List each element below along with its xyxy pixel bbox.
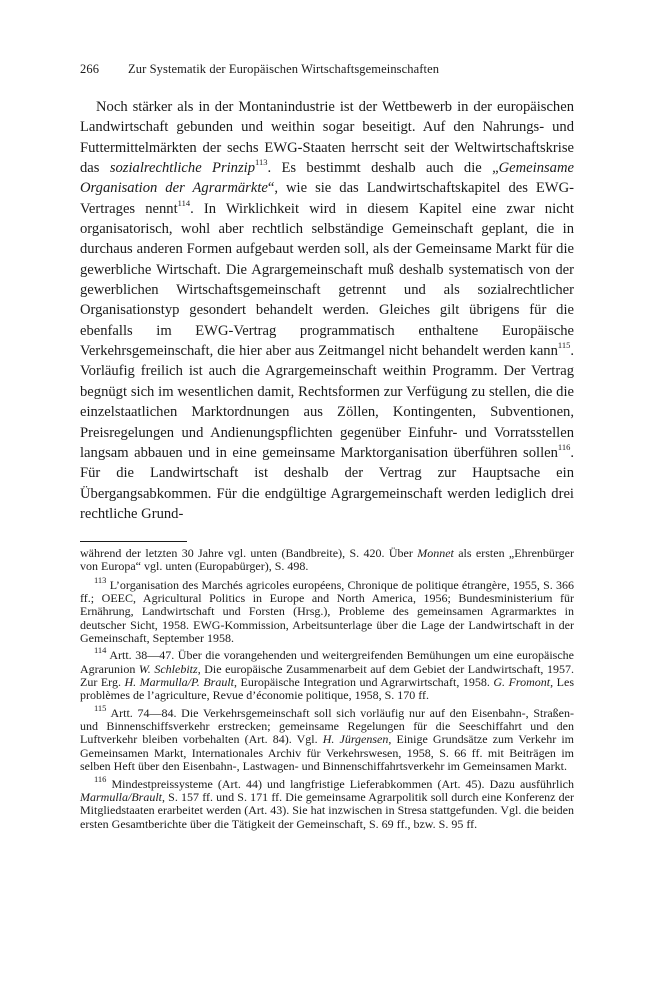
footnote-ref-116[interactable]: 116 bbox=[557, 441, 571, 452]
text-run: , Die europäische Zusammenarbeit auf dem Gebiet der Landwirtschaft, 1957. Zur Erg. bbox=[80, 661, 574, 690]
text-run: , Einige Grundsätze zum Verkehr im Gemeinsamen Markt, Internationales Archiv für Verkehrswesen, 1958, S. 66 ff. mit Beiträgen im selben Heft über den Eisenbahn-, Lastwagen- und Binnenschiffahrtsverkehr im Gemeinsamen Markt. bbox=[80, 732, 574, 774]
running-title: Zur Systematik der Europäischen Wirtschaftsgemeinschaften bbox=[128, 62, 440, 76]
italic-term: sozialrechtliche Prinzip bbox=[109, 160, 256, 177]
footnotes bbox=[80, 547, 574, 835]
italic-name: H. Marmulla/P. Brault bbox=[124, 675, 234, 690]
italic-term: Gemeinsame Organisation der Agrarmärkte bbox=[80, 160, 574, 197]
text-run: Artt. 74—84. Die Verkehrsgemeinschaft soll sich vorläufig nur auf den Eisenbahn-, Straßen- und Binnenschiffsverkehr erstrecken; gemeinsame Regelungen für die Seeschiffahrt und den Luftverkehr bleiben vorbehalten (Art. 84). Vgl. bbox=[80, 705, 574, 747]
body-paragraph bbox=[80, 97, 574, 524]
footnote-number: 113 bbox=[94, 574, 107, 585]
footnote-113 bbox=[80, 574, 574, 646]
text-run: . In Wirklichkeit wird in diesem Kapitel eine zwar nicht organisatorisch, wohl aber rechtlich selbständige Gemeinschaft geplant, die in durchaus anderen Formen aufgebaut werden soll, als der Gemeinsame Markt für die gewerbliche Wirtschaft. Die Agrargemeinschaft muß deshalb systematisch von der gewerblichen Wirtschaftsgemeinschaft getrennt und als sozialrechtlicher Organisationstyp gesondert behandelt werden. Gleiches gilt übrigens für die ebenfalls im EWG-Vertrag programmatisch enthaltene Europäische Verkehrsgemeinschaft, die hier aber aus Zeitmangel nicht behandelt werden kann bbox=[80, 200, 574, 360]
footnote-ref-114[interactable]: 114 bbox=[177, 197, 191, 208]
text-run: Mindestpreissysteme (Art. 44) und langfristige Lieferabkommen (Art. 45). Dazu ausführlich bbox=[106, 776, 574, 791]
running-header bbox=[80, 62, 574, 77]
text-run: . Es bestimmt deshalb auch die „ bbox=[267, 160, 499, 177]
italic-name: W. Schlebitz bbox=[138, 661, 198, 676]
italic-name: Marmulla/Brault bbox=[80, 789, 163, 804]
footnote-number: 116 bbox=[94, 773, 107, 784]
text-run: als ersten „Ehrenbürger von Europa“ vgl. unten (Europabürger), S. 498. bbox=[80, 546, 575, 574]
text-run: , S. 157 ff. und S. 171 ff. Die gemeinsame Agrarpolitik soll durch eine Konferenz der Mitgliedstaaten erarbeitet werden (Art. 43). Sie hat inzwischen in Stresa stattgefunden. Vgl. die beiden ersten Gesamtberichte über die Tätigkeit der Gemeinschaft, S. 69 ff., bzw. S. 95 ff. bbox=[80, 789, 574, 831]
text-run: Artt. 38—47. Über die vorangehenden und weitergreifenden Bemühungen um eine europäische Agrarunion bbox=[80, 648, 574, 676]
italic-name: H. Jürgensen bbox=[322, 732, 389, 747]
text-run: , Europäische Integration und Agrarwirtschaft, 1958. bbox=[233, 675, 494, 690]
footnote-114 bbox=[80, 645, 574, 703]
text-run: Noch stärker als in der Montanindustrie ist der Wettbewerb in der europäischen Landwirtschaft gebunden und weithin sogar beseitigt. Auf den Nahrungs- und Futtermittelmärkten der sechs EWG-Staaten herrscht seit der Weltwirtschaftskrise das bbox=[80, 99, 574, 177]
page-number: 266 bbox=[80, 62, 100, 76]
text-run: . Vorläufig freilich ist auch die Agrargemeinschaft weithin Programm. Der Vertrag begnügt sich im wesentlichen damit, Rechtsformen zur Verfügung zu stellen, die die einzelstaatlichen Marktordnungen aus Zöllen, Kontingenten, Subventionen, Preisregelungen und Andienungspflichten gegenüber Einfuhr- und Vorratsstellen langsam abbauen und in eine gemeinsame Marktorganisation überführen sollen bbox=[80, 343, 574, 461]
footnote-continuation bbox=[80, 547, 574, 574]
footnote-separator bbox=[80, 541, 187, 542]
italic-name: Monnet bbox=[417, 546, 454, 560]
italic-name: G. Fromont bbox=[493, 675, 551, 690]
footnote-115 bbox=[80, 702, 574, 774]
footnote-ref-113[interactable]: 113 bbox=[255, 157, 268, 168]
footnote-text: L’organisation des Marchés agricoles européens, Chronique de politique étrangère, 1955, S. 366 ff.; OEEC, Agricultural Politics in Europe and North America, 1956; Bundesministerium für Ernährung, Landwirtschaft und Forsten (Hrsg.), Probleme des gemeinsamen Agrarmarktes in deutscher Sicht, 1958. EWG-Kommission, Arbeitsunterlage über die Lage der Landwirtschaft in der Gemeinschaft, September 1958. bbox=[80, 577, 574, 646]
text-run: , Les problèmes de l’agriculture, Revue d’économie politique, 1958, S. 170 ff. bbox=[80, 675, 574, 703]
text-run: “, wie sie das Landwirtschaftskapitel des EWG-Vertrages nennt bbox=[80, 180, 574, 217]
text-run: während der letzten 30 Jahre vgl. unten (Bandbreite), S. 420. Über bbox=[80, 546, 418, 560]
footnote-116 bbox=[80, 773, 574, 831]
text-run: . Für die Landwirtschaft ist deshalb der Vertrag zur Hauptsache ein Übergangsabkommen. Für die endgültige Agrargemeinschaft werden lediglich drei rechtliche Grund- bbox=[80, 444, 574, 522]
main-text bbox=[80, 97, 574, 524]
footnote-number: 115 bbox=[94, 702, 107, 713]
footnote-number: 114 bbox=[94, 645, 107, 656]
footnote-ref-115[interactable]: 115 bbox=[557, 340, 571, 351]
